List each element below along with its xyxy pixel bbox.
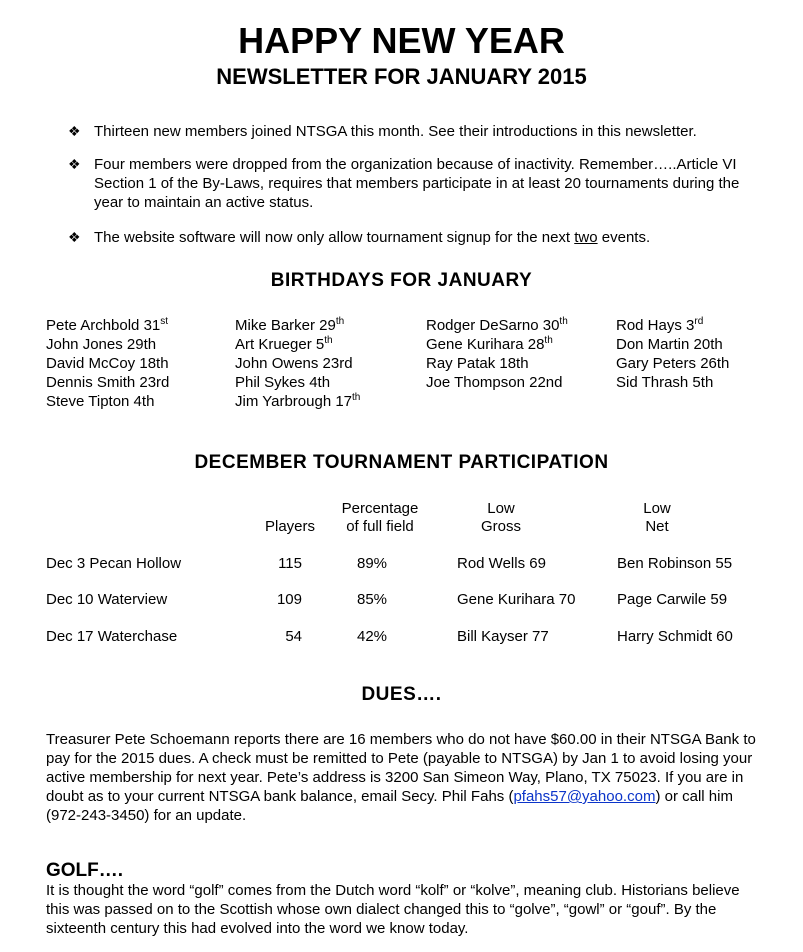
low-net-column-header: Low Net (643, 500, 671, 535)
birthday-column-4 (616, 316, 729, 392)
birthday-entry: David McCoy 18th (46, 355, 169, 372)
table-row-event: Dec 3 Pecan Hollow (46, 555, 182, 572)
birthday-column-3 (426, 316, 568, 392)
announcement-text: Four members were dropped from the organization because of inactivity. Remember…..Article VI Section 1 of the By-Laws, requires that members participate in at least 20 tournaments during the year to maintain an active status. (94, 156, 740, 211)
announcement-item (68, 122, 768, 141)
birthday-entry: Mike Barker 29th (235, 316, 345, 334)
announcement-text: The website software will now only allow tournament signup for the next (94, 229, 575, 246)
birthday-entry: Gary Peters 26th (616, 355, 730, 372)
tournament-heading: DECEMBER TOURNAMENT PARTICIPATION (194, 452, 609, 473)
table-cell-low-net: Harry Schmidt 60 (617, 628, 733, 645)
birthday-entry: Rodger DeSarno 30th (426, 316, 568, 334)
table-cell-percentage: 85% (356, 591, 388, 608)
table-cell-low-net: Page Carwile 59 (617, 591, 728, 608)
players-column-header: Players (264, 518, 316, 535)
low-gross-column-header: Low Gross (480, 500, 521, 535)
table-cell-low-net: Ben Robinson 55 (617, 555, 733, 572)
birthday-entry: Jim Yarbrough 17th (235, 392, 361, 410)
birthday-entry: John Owens 23rd (235, 355, 353, 372)
table-cell-players: 54 (285, 628, 302, 645)
announcement-text: Thirteen new members joined NTSGA this month. See their introductions in this newsletter. (94, 123, 697, 140)
table-cell-low-gross: Bill Kayser 77 (457, 628, 549, 645)
birthday-entry: Sid Thrash 5th (616, 374, 714, 391)
announcement-item (68, 228, 768, 247)
birthday-entry: Ray Patak 18th (426, 355, 529, 372)
announcement-list (68, 122, 768, 261)
table-cell-players: 109 (276, 591, 302, 608)
birthday-entry: Rod Hays 3rd (616, 316, 704, 334)
newsletter-subtitle: NEWSLETTER FOR JANUARY 2015 (216, 64, 587, 89)
table-cell-percentage: 89% (356, 555, 388, 572)
birthday-entry: Joe Thompson 22nd (426, 374, 563, 391)
email-link[interactable]: pfahs57@yahoo.com (513, 788, 656, 805)
birthdays-heading: BIRTHDAYS FOR JANUARY (270, 270, 533, 291)
announcement-text: events. (597, 229, 651, 246)
birthday-entry: Steve Tipton 4th (46, 393, 155, 410)
birthday-entry: Phil Sykes 4th (235, 374, 331, 391)
dues-paragraph: Treasurer Pete Schoemann reports there are 16 members who do not have $60.00 in their NTSGA Bank to pay for the 2015 dues. A check must be remitted to Pete (payable to NTSGA) by Jan 1 to avoid losing your active membership for next year. Pete’s address is 3200 San Simeon Way, Plano, TX 75023. If you are in doubt as to your current NTSGA bank balance, email Secy. Phil Fahs (pfahs57@yahoo.com) or call him (972-243-3450) for an update. (46, 731, 756, 824)
birthday-column-2 (235, 316, 360, 411)
dues-heading: DUES…. (361, 684, 442, 705)
birthday-entry: John Jones 29th (46, 336, 157, 353)
newsletter-title: HAPPY NEW YEAR (238, 20, 565, 61)
announcement-item (68, 155, 768, 212)
table-row-event: Dec 17 Waterchase (46, 628, 178, 645)
underlined-word: two (574, 229, 598, 246)
birthday-entry: Don Martin 20th (616, 336, 723, 353)
golf-heading: GOLF…. (46, 860, 124, 881)
golf-paragraph: It is thought the word “golf” comes from the Dutch word “kolf” or “kolve”, meaning club. Historians believe this was passed on to the Scottish whose own dialect changed this to “golve”, “gowl” or “gouf”. By the sixteenth century this had evolved into the word we know today. (46, 882, 740, 937)
table-cell-low-gross: Gene Kurihara 70 (457, 591, 576, 608)
table-row-event: Dec 10 Waterview (46, 591, 168, 608)
birthday-entry: Art Krueger 5th (235, 335, 333, 353)
birthday-entry: Dennis Smith 23rd (46, 374, 170, 391)
birthday-entry: Gene Kurihara 28th (426, 335, 553, 353)
table-cell-percentage: 42% (356, 628, 388, 645)
birthday-entry: Pete Archbold 31st (46, 316, 169, 334)
percentage-column-header: Percentage of full field (341, 500, 419, 535)
diamond-bullet-icon: ❖ (68, 156, 81, 172)
table-cell-low-gross: Rod Wells 69 (457, 555, 546, 572)
table-cell-players: 115 (278, 555, 302, 572)
diamond-bullet-icon: ❖ (68, 229, 81, 245)
diamond-bullet-icon: ❖ (68, 123, 81, 139)
birthday-column-1 (46, 316, 169, 411)
